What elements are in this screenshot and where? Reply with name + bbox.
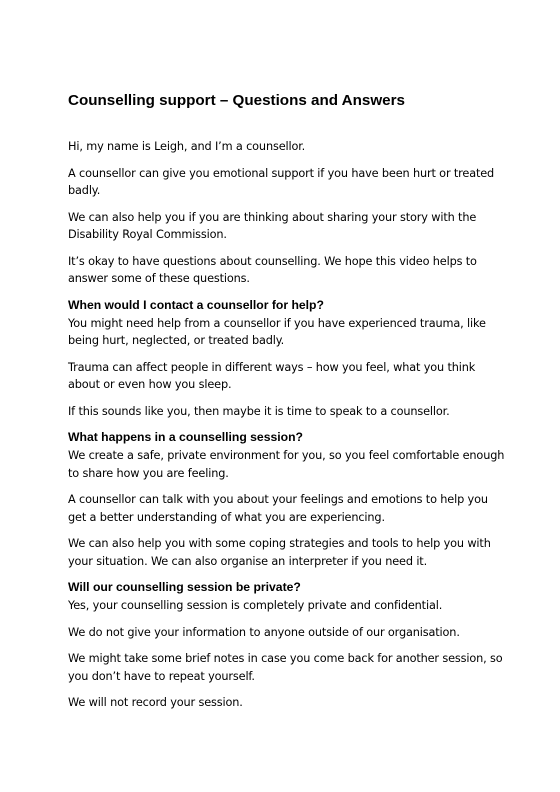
paragraph [68, 315, 500, 350]
paragraph-line: your situation. We can also organise an interpreter if you need it. [68, 554, 428, 568]
section-heading: When would I contact a counsellor for help? [68, 297, 324, 312]
paragraph-line: We can also help you if you are thinking about sharing your story with the [68, 210, 477, 224]
paragraph [68, 597, 500, 615]
paragraph-line: A counsellor can give you emotional support if you have been hurt or treated [68, 166, 495, 180]
paragraph-line: being hurt, neglected, or treated badly. [68, 334, 285, 347]
paragraph-line: You might need help from a counsellor if you have experienced trauma, like [68, 316, 486, 330]
paragraph-line: It’s okay to have questions about counselling. We hope this video helps to [68, 254, 477, 268]
section-heading: What happens in a counselling session? [68, 430, 303, 444]
paragraph-line: A counsellor can talk with you about your feelings and emotions to help you [68, 493, 488, 506]
paragraph-line: We do not give your information to anyone outside of our organisation. [68, 625, 460, 639]
paragraph [68, 694, 500, 712]
paragraph-line: We create a safe, private environment for you, so you feel comfortable enough [68, 449, 505, 462]
paragraph-intro [68, 138, 500, 156]
paragraph-line: Hi, my name is Leigh, and I’m a counsellor. [68, 140, 306, 153]
paragraph-line: you don’t have to repeat yourself. [68, 669, 255, 683]
paragraph [68, 359, 500, 394]
paragraph-line: We will not record your session. [68, 696, 243, 709]
paragraph [68, 491, 500, 526]
page-title: Counselling support – Questions and Answers [68, 92, 405, 109]
paragraph [68, 535, 500, 570]
paragraph-line: about or even how you sleep. [68, 378, 232, 391]
paragraph-line: Yes, your counselling session is completely private and confidential. [68, 599, 443, 612]
paragraph [68, 624, 500, 642]
paragraph-line: If this sounds like you, then maybe it is time to speak to a counsellor. [68, 404, 450, 418]
paragraph [68, 403, 500, 421]
paragraph-line: get a better understanding of what you are experiencing. [68, 510, 385, 524]
paragraph-line: badly. [68, 184, 101, 197]
document-body [68, 138, 505, 721]
paragraph [68, 650, 503, 685]
paragraph-line: We can also help you with some coping strategies and tools to help you with [68, 537, 491, 550]
paragraph-intro [68, 165, 500, 200]
paragraph-line: Disability Royal Commission. [68, 228, 227, 241]
paragraph-intro [68, 253, 500, 288]
paragraph [68, 447, 505, 482]
section-heading: Will our counselling session be private? [68, 580, 301, 594]
paragraph-line: to share how you are feeling. [68, 466, 229, 480]
paragraph-line: Trauma can affect people in different ways – how you feel, what you think [68, 360, 476, 374]
paragraph-line: answer some of these questions. [68, 272, 250, 285]
paragraph-line: We might take some brief notes in case you come back for another session, so [68, 652, 503, 665]
paragraph-intro [68, 209, 500, 244]
